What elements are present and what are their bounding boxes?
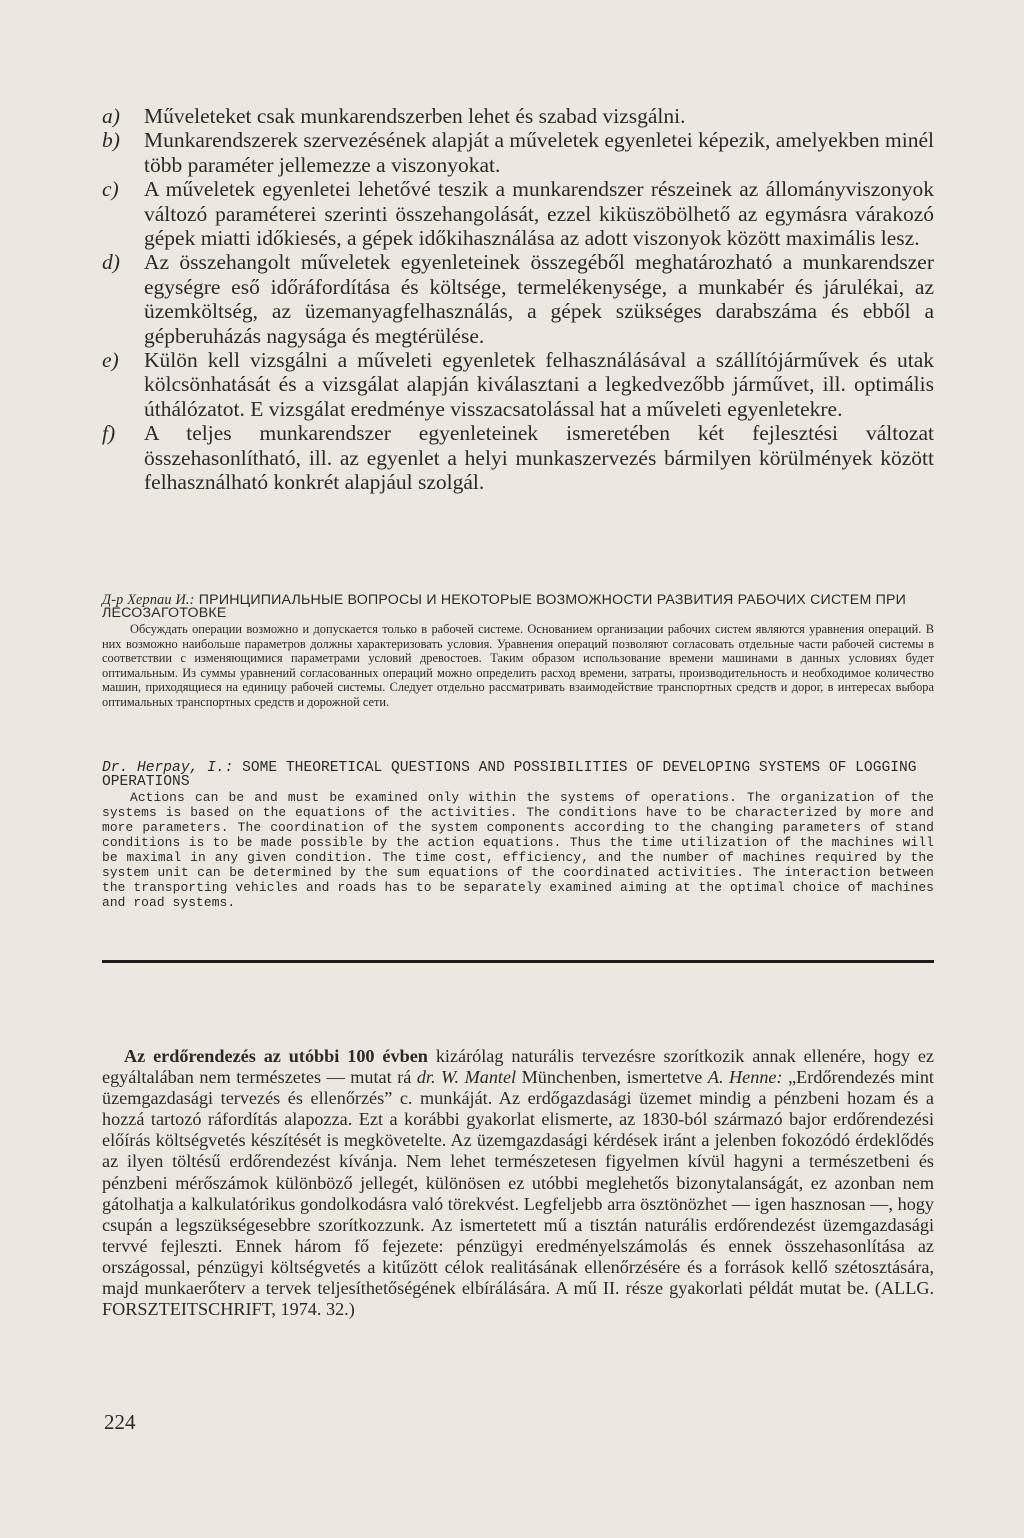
- english-abstract-body: Actions can be and must be examined only within the systems of operations. The organization of the systems is based on the equations of the activities. The conditions have to be characterized by more and more parameters. The coordination of the system components according to the changing parameters of stand conditions is to be made possible by the action equations. Thus the time utilization of the machines will be maximal in any given condition. The time cost, efficiency, and the number of machines required by the system unit can be determined by the sum equations of the coordinated activities. The interaction between the transporting vehicles and roads has to be separately examined aiming at the optimal choice of machines and road systems.: [102, 790, 934, 911]
- list-item-text: Műveleteket csak munkarendszerben lehet és szabad vizsgálni.: [144, 104, 686, 128]
- list-item: [102, 250, 934, 348]
- review-text: „Erdőrendezés mint üzemgazdasági tervezés és ellenőrzés” c. munkáját. Az erdőgazdasági üzemet mindig a pénzbeni hozam és a hozzá tartozó ráfordítás alapozza. Ezt a korábbi gyakorlat elismerte, az 1830-ból származó bajor erdőrendezési előírás költségvetés készítését is megkövetelte. Az üzemgazdasági kérdések iránt a jelenben fokozódó érdeklődés az ilyen töltésű erdőrendezést kívánja. Nem lehet természetesen figyelmen kívül hagyni a természetbeni és pénzbeni mérőszámok különböző jellegét, különösen ez utóbbi meglehetős bizonytalanságát, ez azonban nem gátolhatja a kalkulatórikus gondolkodásra való törekvést. Legfeljebb arra ösztönözhet — igen hasznosan —, hogy csupán a legszükségesebbre szorítkozzunk. Az ismertetett mű a tisztán naturális erdőrendezést üzemgazdasági tervvé fejleszti. Ennek három fő fejezete: pénzügyi eredményelszámolás és ennek összehasonlítása az országossal, pénzügyi költségvetés a kitűzött célok realitásának ellenőrzésére és a források kellő szétosztására, majd munkaerőterv a tervek teljesíthetőségének elbírálására. A mű II. része gyakorlati példát mutat be. (ALLG. FORSZTEITSCHRIFT, 1974. 32.): [102, 1067, 934, 1320]
- review-author-name: dr. W. Mantel: [416, 1067, 517, 1088]
- review-text: Münchenben, ismertetve: [516, 1067, 708, 1088]
- list-item-text: Külön kell vizsgálni a műveleti egyenletek felhasználásával a szállítójárművek és utak kölcsönhatását és a vizsgálat alapján kiválasztani a legkedvezőbb járművet, ill. optimális úthálózatot. E vizsgálat eredménye visszacsatolással hat a műveleti egyenletekre.: [144, 348, 934, 421]
- russian-abstract: [102, 594, 934, 710]
- english-abstract-heading: [102, 762, 934, 789]
- russian-abstract-heading: [102, 594, 934, 620]
- list-marker: d): [102, 250, 120, 275]
- section-divider: [102, 960, 934, 963]
- review-text: kizárólag naturális tervezésre szorítkozik annak ellenére, hogy ez egyáltalában nem természetes — mutat rá: [102, 1046, 934, 1088]
- list-item: [102, 104, 934, 128]
- list-item: [102, 348, 934, 421]
- page-number: 224: [104, 1410, 136, 1434]
- enumerated-list: [102, 104, 934, 495]
- list-marker: a): [102, 104, 120, 128]
- list-item-text: Munkarendszerek szervezésének alapját a műveletek egyenletei képezik, amelyekben minél több paraméter jellemezze a viszonyokat.: [144, 128, 934, 177]
- russian-abstract-title: ПРИНЦИПИАЛЬНЫЕ ВОПРОСЫ И НЕКОТОРЫЕ ВОЗМОЖНОСТИ РАЗВИТИЯ РАБОЧИХ СИСТЕМ ПРИ ЛЕСОЗАГОТОВКЕ: [102, 592, 907, 621]
- russian-abstract-body: Обсуждать операции возможно и допускается только в рабочей системе. Основанием организации рабочих систем являются уравнения операций. В них возможно наибольше параметров должны характеризовать условия. Уравнения операций позволяют согласовать отдельные части рабочей системы в соответствии с изменяющимися параметрами условий древостоев. Таким образом использование времени машинами в данных условиях будет оптимальным. Из суммы уравнений согласованных операций можно определить расход времени, затраты, производительность и необходимое количество машин, приходящиеся на единицу рабочей системы. Следует отдельно рассматривать взаимодействие транспортных средств и дорог, в интересах выбора оптимальных транспортных средств и дорожной сети.: [102, 622, 934, 709]
- list-marker: f): [102, 421, 116, 446]
- list-marker: b): [102, 128, 120, 153]
- list-item-text: A teljes munkarendszer egyenleteinek ismeretében két fejlesztési változat összehasonlítható, ill. az egyenlet a helyi munkaszervezés bármilyen körülmények között felhasználható konkrét alapjául szolgál.: [144, 421, 934, 495]
- list-item-text: Az összehangolt műveletek egyenleteinek összegéből meghatározható a munkarendszer egységre eső időráfordítása és költsége, termelékenysége, a munkabér és járulékai, az üzemköltség, az üzemanyagfelhasználás, a gépek szükséges darabszáma és ebből a gépberuházás nagysága és megtérülése.: [144, 250, 934, 348]
- russian-abstract-author: Д-р Херпаи И.:: [102, 592, 195, 608]
- english-abstract: [102, 762, 934, 910]
- list-marker: c): [102, 177, 119, 202]
- review-author-name: A. Henne:: [707, 1067, 783, 1088]
- review-article: [102, 1046, 934, 1320]
- list-marker: e): [102, 348, 119, 373]
- english-abstract-title: SOME THEORETICAL QUESTIONS AND POSSIBILITIES OF DEVELOPING SYSTEMS OF LOGGING OPERATIONS: [102, 760, 917, 790]
- list-item: [102, 128, 934, 177]
- english-abstract-author: Dr. Herpay, I.:: [102, 760, 234, 776]
- list-item: [102, 421, 934, 494]
- review-lead: Az erdőrendezés az utóbbi 100 évben: [124, 1046, 428, 1066]
- list-item-text: A műveletek egyenletei lehetővé teszik a munkarendszer részeinek az állományviszonyok változó paraméterei szerinti összehangolását, ezzel kiküszöbölhető az egymásra várakozó gépek miatti időkiesés, a gépek időkihasználása az adott viszonyok között maximális lesz.: [144, 177, 934, 251]
- list-item: [102, 177, 934, 250]
